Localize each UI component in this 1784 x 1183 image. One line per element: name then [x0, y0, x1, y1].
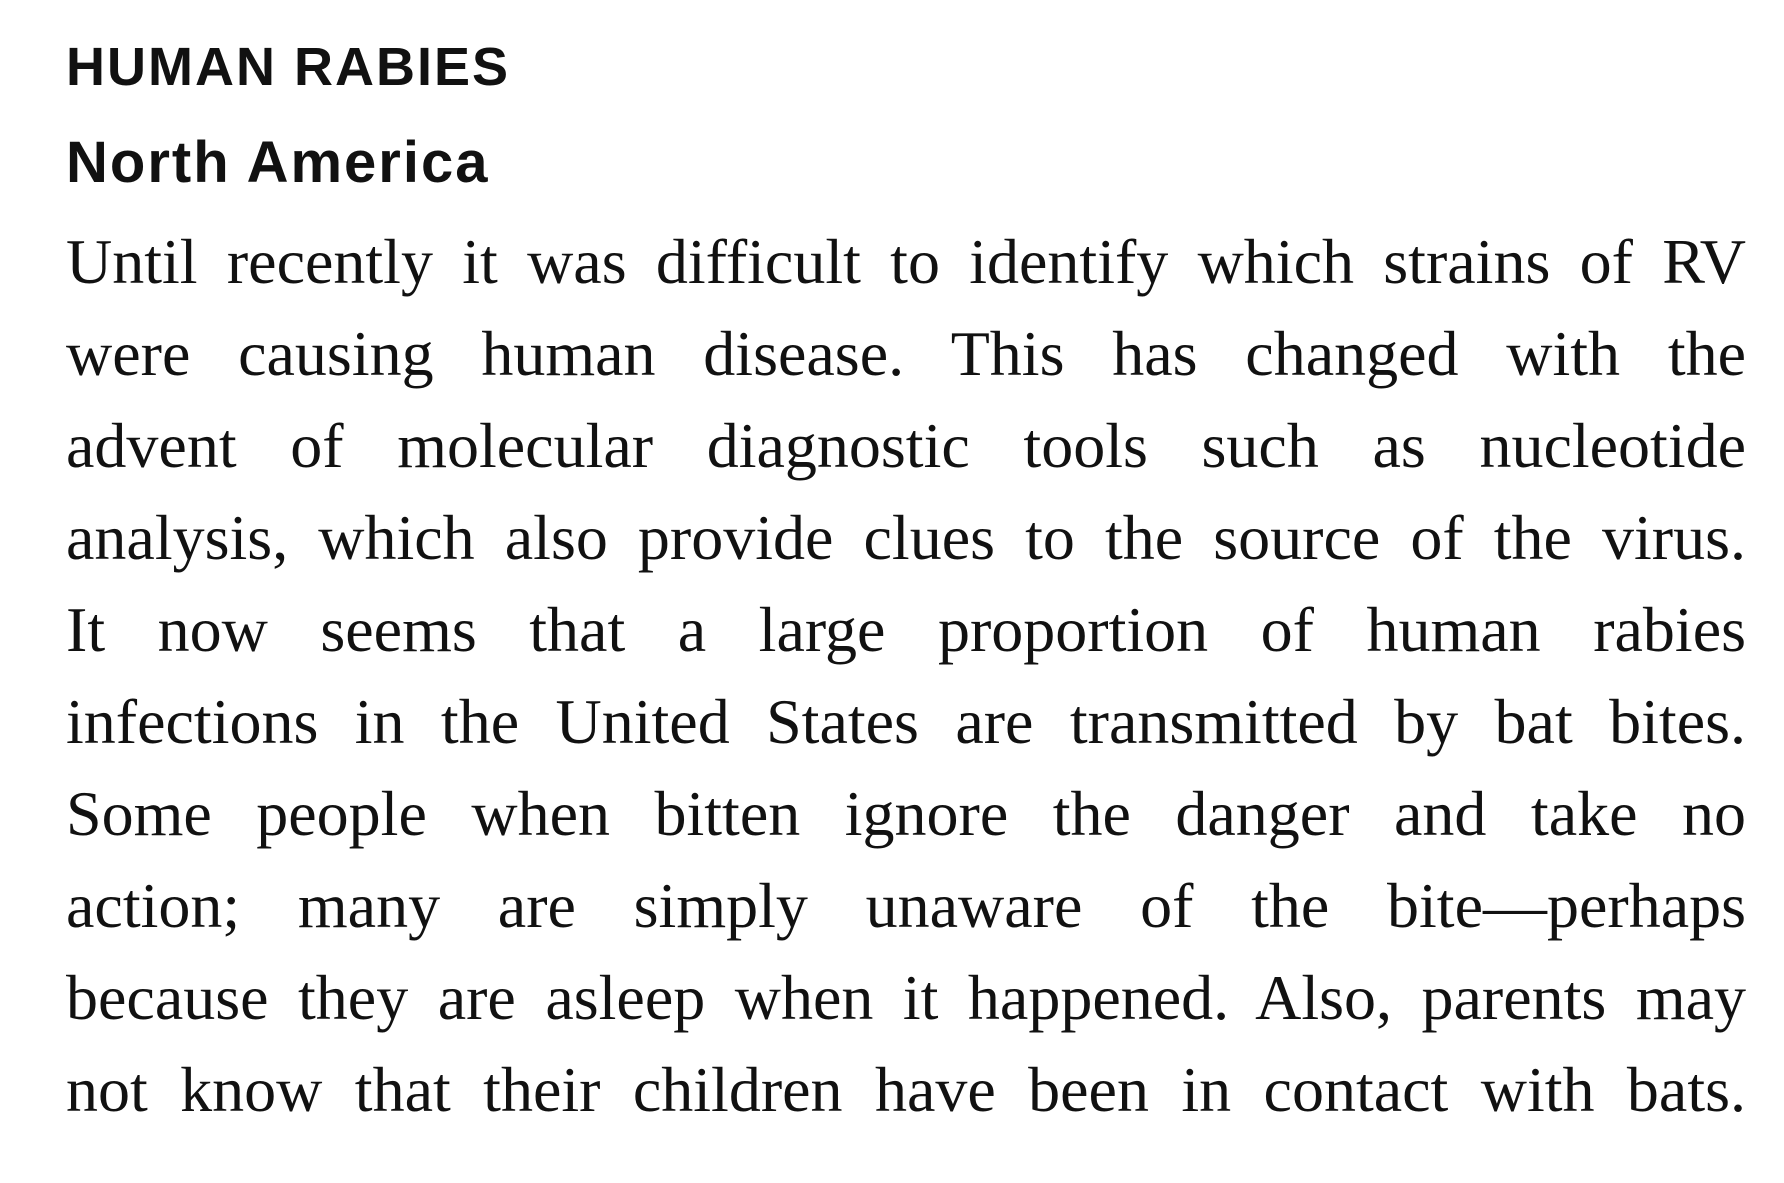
- paragraph-line-4: analysis, which also provide clues to the source of the virus.: [66, 502, 1746, 573]
- paragraph-line-6: infections in the United States are transmitted by bat bites.: [66, 686, 1746, 757]
- paragraph-line-5: It now seems that a large proportion of human rabies: [66, 594, 1746, 665]
- paragraph-line-8: action; many are simply unaware of the bite—perhaps: [66, 870, 1746, 941]
- paragraph-line-3: advent of molecular diagnostic tools such as nucleotide: [66, 410, 1746, 481]
- sub-heading: North America: [66, 130, 490, 195]
- paragraph-line-10: not know that their children have been in contact with bats.: [66, 1054, 1746, 1125]
- paragraph-line-7: Some people when bitten ignore the danger and take no: [66, 778, 1746, 849]
- paragraph-line-9: because they are asleep when it happened. Also, parents may: [66, 962, 1746, 1033]
- section-heading: HUMAN RABIES: [66, 37, 511, 97]
- paragraph-line-2: were causing human disease. This has changed with the: [66, 318, 1746, 389]
- paragraph-line-1: Until recently it was difficult to identify which strains of RV: [66, 226, 1746, 297]
- body-paragraph: [66, 216, 1746, 1136]
